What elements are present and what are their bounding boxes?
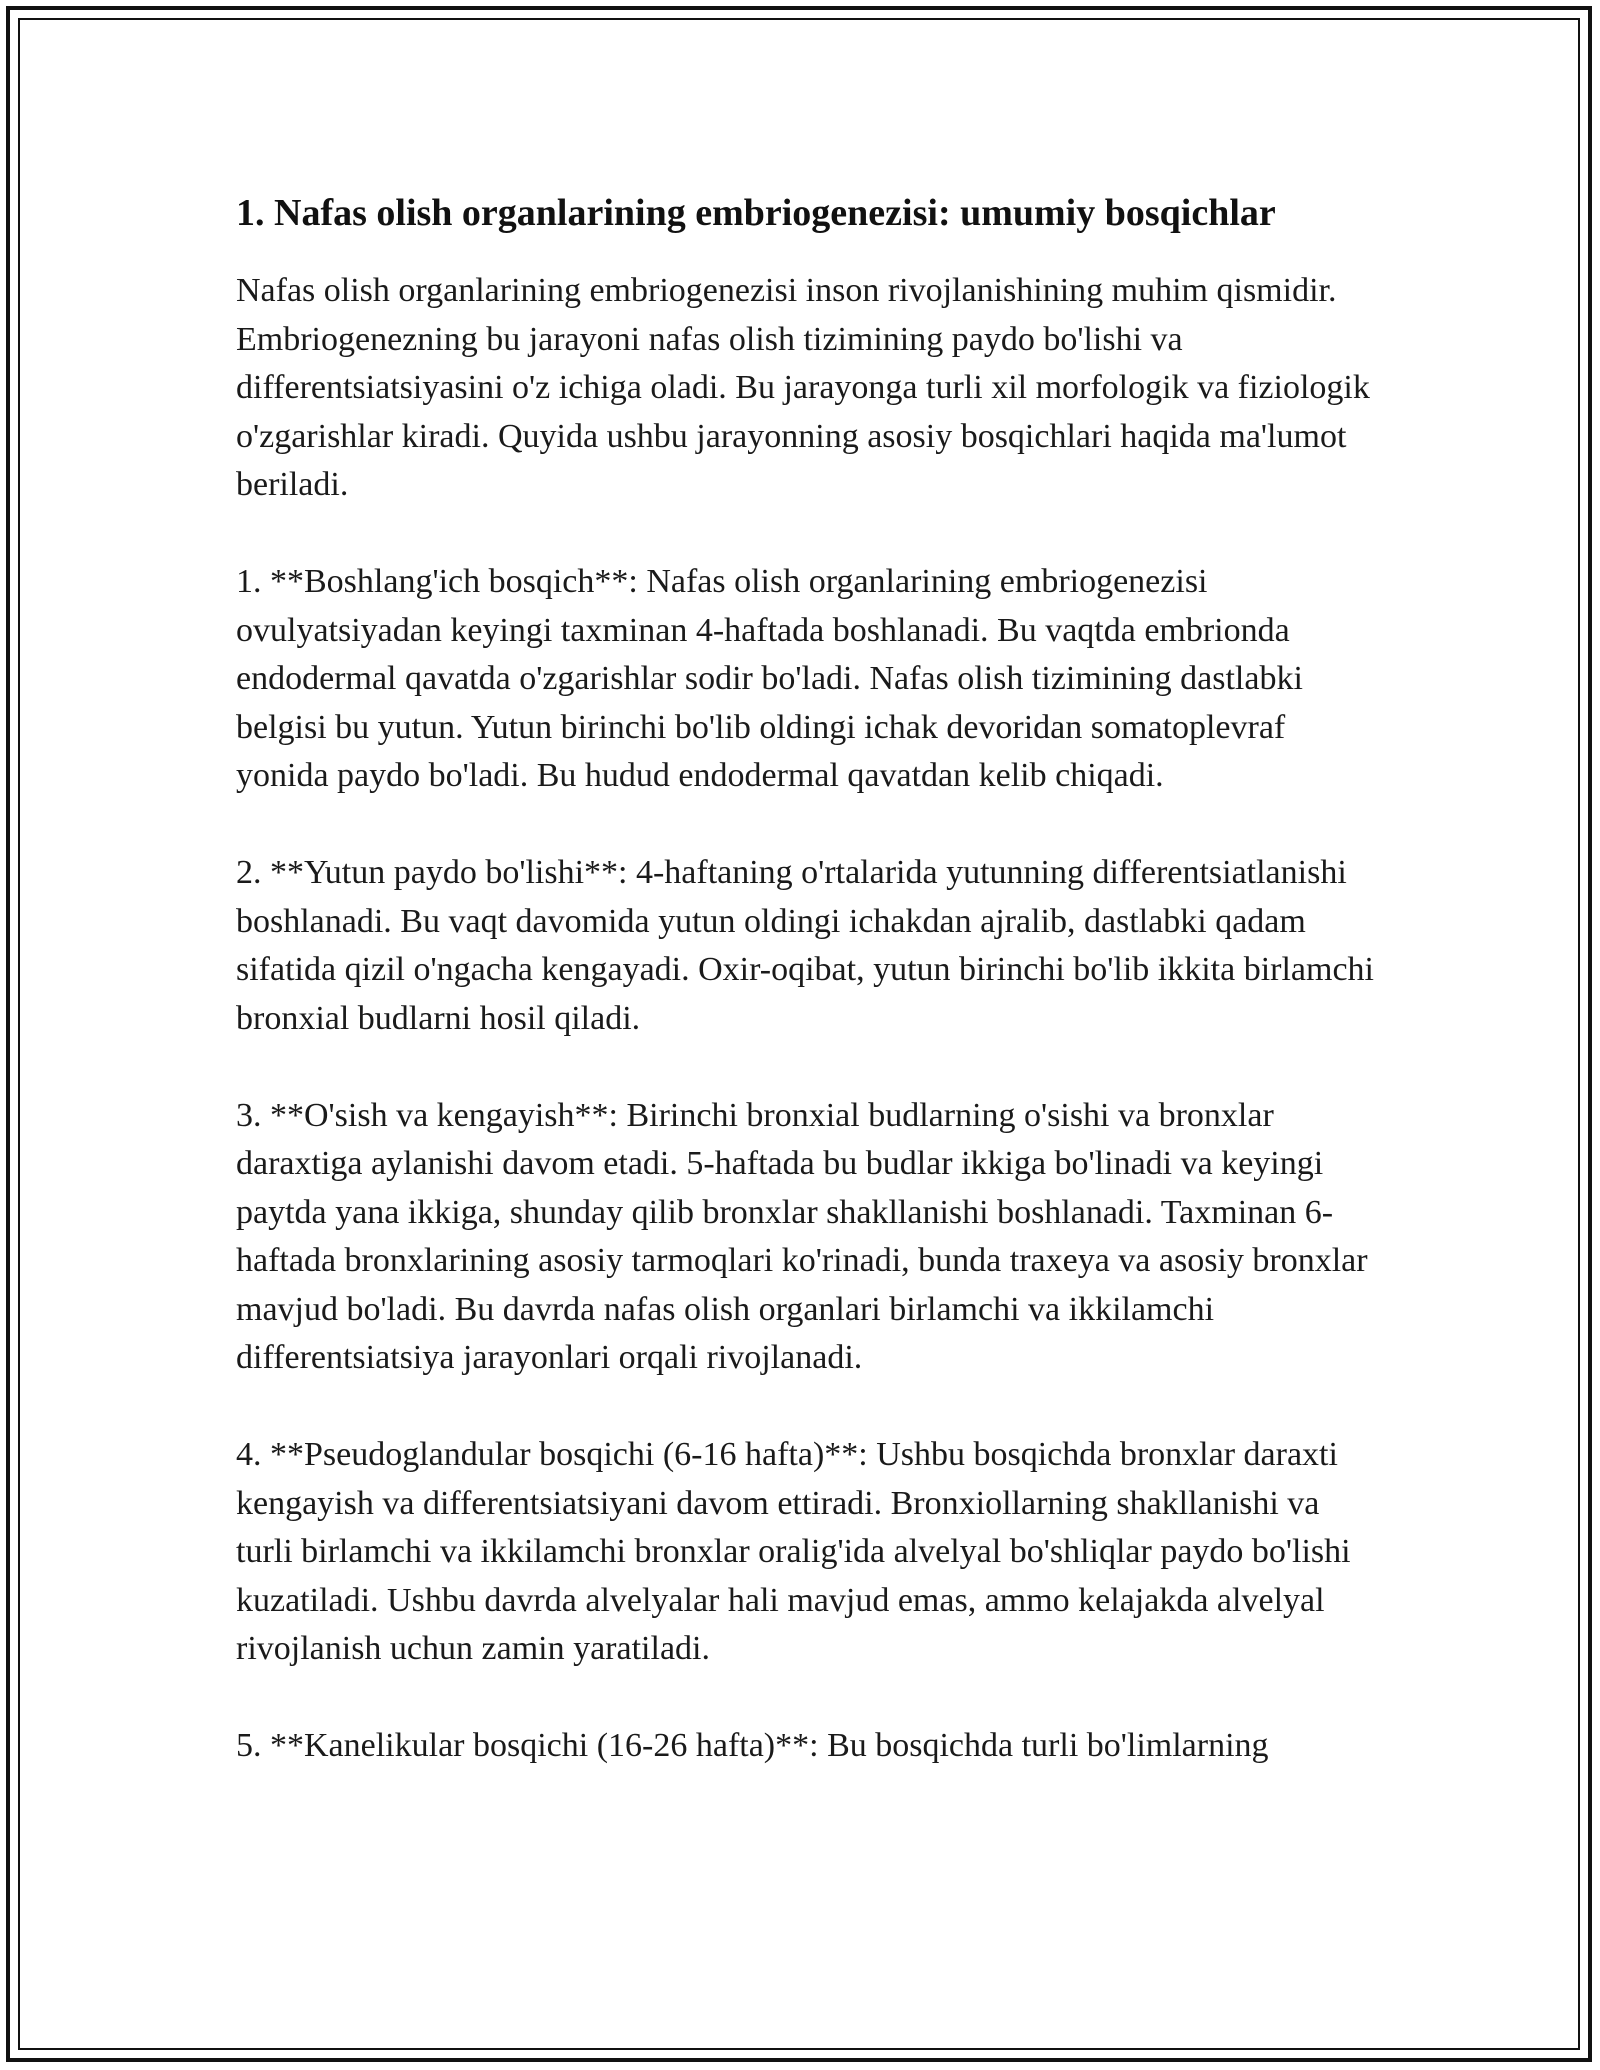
- list-item-4-paragraph: 4. **Pseudoglandular bosqichi (6-16 hafta)**: Ushbu bosqichda bronxlar daraxti kengayish va differentsiatsiyani davom ettiradi. Bronxiollarning shakllanishi va turli birlamchi va ikkilamchi bronxlar oralig'ida alvelyal bo'shliqlar paydo bo'lishi kuzatiladi. Ushbu davrda alvelyalar hali mavjud emas, ammo kelajakda alvelyal rivojlanish uchun zamin yaratiladi.: [236, 1436, 1351, 1667]
- list-item-3-paragraph: 3. **O'sish va kengayish**: Birinchi bronxial budlarning o'sishi va bronxlar daraxtiga aylanishi davom etadi. 5-haftada bu budlar ikkiga bo'linadi va keyingi paytda yana ikkiga, shunday qilib bronxlar shakllanishi boshlanadi. Taxminan 6-haftada bronxlarining asosiy tarmoqlari ko'rinadi, bunda traxeya va asosiy bronxlar mavjud bo'ladi. Bu davrda nafas olish organlari birlamchi va ikkilamchi differentsiatsiya jarayonlari orqali rivojlanadi.: [236, 1096, 1368, 1376]
- list-item-2-paragraph: 2. **Yutun paydo bo'lishi**: 4-haftaning o'rtalarida yutunning differentsiatlanishi boshlanadi. Bu vaqt davomida yutun oldingi ichakdan ajralib, dastlabki qadam sifatida qizil o'ngacha kengayadi. Oxir-oqibat, yutun birinchi bo'lib ikkita birlamchi bronxial budlarni hosil qiladi.: [236, 854, 1375, 1037]
- list-item-5-paragraph: 5. **Kanelikular bosqichi (16-26 hafta)**: Bu bosqichda turli bo'limlarning: [236, 1727, 1269, 1764]
- intro-paragraph: Nafas olish organlarining embriogenezisi inson rivojlanishining muhim qismidir. Embriogenezning bu jarayoni nafas olish tizimining paydo bo'lishi va differentsiatsiyasini o'z ichiga oladi. Bu jarayonga turli xil morfologik va fiziologik o'zgarishlar kiradi. Quyida ushbu jarayonning asosiy bosqichlari haqida ma'lumot beriladi.: [236, 272, 1370, 503]
- list-item-1-paragraph: 1. **Boshlang'ich bosqich**: Nafas olish organlarining embriogenezisi ovulyatsiyadan keyingi taxminan 4-haftada boshlanadi. Bu vaqtda embrionda endodermal qavatda o'zgarishlar sodir bo'ladi. Nafas olish tizimining dastlabki belgisi bu yutun. Yutun birinchi bo'lib oldingi ichak devoridan somatoplevraf yonida paydo bo'ladi. Bu hudud endodermal qavatdan kelib chiqadi.: [236, 563, 1303, 794]
- section-heading: 1. Nafas olish organlarining embriogenezisi: umumiy bosqichlar: [236, 192, 1276, 234]
- document-body: [236, 186, 1381, 1819]
